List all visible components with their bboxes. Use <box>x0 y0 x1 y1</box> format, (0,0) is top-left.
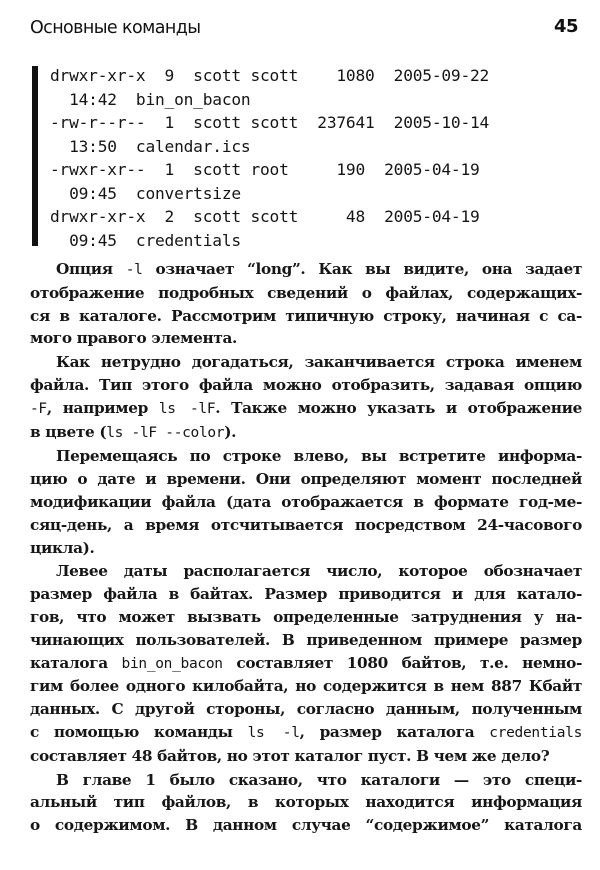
running-title: Основные команды <box>30 18 201 38</box>
inline-code: -F <box>30 400 47 417</box>
text-run: альный тип файлов, в которых находится информация <box>30 793 582 812</box>
text-run: в цвете ( <box>30 422 107 441</box>
text-line <box>30 514 582 537</box>
text-line <box>30 814 582 837</box>
text-run: . Также можно указать и отображение <box>215 398 582 417</box>
inline-code: ls -l <box>247 724 300 741</box>
text-run: , например <box>46 398 159 417</box>
paragraph <box>30 560 582 767</box>
text-run: Левее даты располагается число, которое обозначает <box>56 562 582 581</box>
text-line <box>30 769 582 792</box>
text-line <box>30 721 582 745</box>
text-line <box>30 305 582 328</box>
text-run: чинающих пользователей. В приведенном примере размер <box>30 630 582 649</box>
text-line <box>30 791 582 814</box>
listing-sidebar-rule <box>32 66 38 246</box>
page-header <box>30 14 580 44</box>
text-line <box>30 629 582 652</box>
text-line <box>30 560 582 583</box>
text-run: о содержимом. В данном случае “содержимое” каталога <box>30 816 582 835</box>
paragraph <box>30 445 582 559</box>
text-run: ). <box>224 422 237 441</box>
text-run: цикла). <box>30 538 95 557</box>
page-number: 45 <box>553 16 578 37</box>
text-line <box>30 652 582 676</box>
code-line: drwxr-xr-x 2 scott scott 48 2005-04-19 <box>50 207 480 226</box>
code-line: 14:42 bin_on_bacon <box>50 89 251 109</box>
text-run: означает “long”. Как вы видите, она задает <box>142 260 582 278</box>
text-run: модификации файла (дата отображается в формате год-ме- <box>30 492 582 511</box>
text-run: составляет 48 байтов, но этот каталог пуст. В чем же дело? <box>30 746 550 765</box>
text-run: Опция <box>56 260 126 278</box>
text-line <box>30 698 582 721</box>
text-line <box>30 258 582 282</box>
text-line <box>30 491 582 514</box>
code-line: -rwxr-xr-- 1 scott root 190 2005-04-19 <box>50 160 480 179</box>
inline-code: ls -lF <box>158 400 216 417</box>
text-run: Как нетрудно догадаться, заканчивается строка именем <box>56 353 582 372</box>
code-line: 13:50 calendar.ics <box>50 136 251 156</box>
text-line <box>30 745 582 768</box>
text-run: сяц-день, а время отсчитывается посредством 24-часового <box>30 515 582 534</box>
text-run: составляет 1080 байтов, т.е. немно- <box>222 653 582 672</box>
text-run: гим более одного килобайта, но содержится в нем 887 Кбайт <box>30 677 582 696</box>
text-line <box>30 537 582 560</box>
text-run: В главе 1 было сказано, что каталоги — это специ- <box>56 770 582 789</box>
text-run: с помощью команды <box>30 722 248 741</box>
text-run: , размер каталога <box>299 722 490 741</box>
text-run: Перемещаясь по строке влево, вы встретите информа- <box>56 447 582 466</box>
code-line: 09:45 convertsize <box>50 183 241 203</box>
text-run: каталога <box>30 653 122 672</box>
ls-output <box>50 64 489 252</box>
code-line: drwxr-xr-x 9 scott scott 1080 2005-09-22 <box>50 66 490 85</box>
text-run: данных. С другой стороны, согласно данным, полученным <box>30 700 582 719</box>
text-line <box>30 421 582 445</box>
paragraph <box>30 258 582 350</box>
text-line <box>30 445 582 468</box>
paragraph <box>30 351 582 444</box>
text-line <box>30 351 582 374</box>
text-run: файла. Тип этого файла можно отобразить, задавая опцию <box>30 375 582 394</box>
inline-code: bin_on_bacon <box>121 655 223 672</box>
text-line <box>30 468 582 491</box>
code-line: 09:45 credentials <box>50 230 241 250</box>
text-run: ся в каталоге. Рассмотрим типичную строку, начиная с са- <box>30 306 582 325</box>
text-run: мого правого элемента. <box>30 329 237 348</box>
text-line <box>30 282 582 305</box>
text-line <box>30 583 582 606</box>
inline-code: ls -lF --color <box>106 424 225 441</box>
code-line: -rw-r--r-- 1 scott scott 237641 2005-10-14 <box>50 113 490 132</box>
inline-code: credentials <box>489 724 582 741</box>
text-line <box>30 374 582 397</box>
text-line <box>30 327 582 350</box>
text-line <box>30 397 582 421</box>
inline-code: -l <box>125 262 143 278</box>
text-run: гов, что может вызвать определенные затруднения у на- <box>30 607 582 626</box>
paragraph <box>30 769 582 837</box>
text-line <box>30 606 582 629</box>
text-line <box>30 675 582 698</box>
body-text <box>30 258 582 837</box>
text-run: отображение подробных сведений о файлах, содержащих- <box>30 283 582 302</box>
text-run: размер файла в байтах. Размер приводится и для катало- <box>30 585 582 604</box>
text-run: цию о дате и времени. Они определяют момент последней <box>30 470 582 489</box>
code-listing <box>32 66 580 250</box>
